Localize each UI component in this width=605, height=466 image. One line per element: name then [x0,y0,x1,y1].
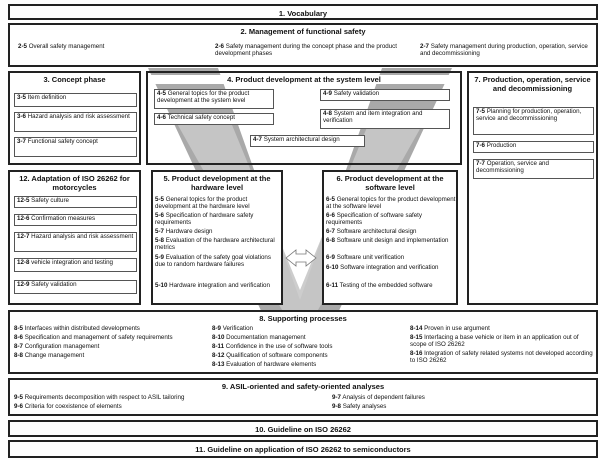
asil-item-9-7: 9-7 Analysis of dependent failures [332,394,425,401]
concept-item-3-5: 3-5 Item definition [14,93,137,107]
asil-section [8,378,598,416]
production-title: 7. Production, operation, service and decommissioning [474,75,591,93]
hw-item-5-10: 5-10 Hardware integration and verification [155,282,270,289]
system-item-4-5: 4-5 General topics for the product development at the system level [154,89,274,109]
mgmt-item-2-5: 2-5 Overall safety management [18,43,105,50]
production-item-7-6: 7-6 Production [473,141,594,153]
guideline-section [8,420,598,437]
hw-item-5-7: 5-7 Hardware design [155,228,213,235]
mgmt-item-2-6: 2-6 Safety management during the concept phase and the product development phases [215,43,397,57]
supporting-title: 8. Supporting processes [259,314,347,323]
support-item-8-7: 8-7 Configuration management [14,343,100,350]
support-item-8-8: 8-8 Change management [14,352,85,359]
production-section [467,71,598,305]
support-col-1 [14,325,204,359]
hw-item-5-8: 5-8 Evaluation of the hardware architectural metrics [155,237,275,251]
mgmt-item-2-7: 2-7 Safety management during production, operation, service and decommissioning [420,43,588,57]
support-item-8-12: 8-12 Qualification of software components [212,352,328,359]
asil-title: 9. ASIL-oriented and safety-oriented analyses [221,382,385,391]
vocabulary-title: 1. Vocabulary [278,9,328,18]
management-title: 2. Management of functional safety [240,27,366,36]
sw-item-6-9: 6-9 Software unit verification [326,254,405,261]
support-item-8-10: 8-10 Documentation management [212,334,306,341]
guideline-title: 10. Guideline on ISO 26262 [255,425,351,434]
support-item-8-5: 8-5 Interfaces within distributed developments [14,325,140,332]
sw-item-6-10: 6-10 Software integration and verification [326,264,439,271]
hardware-section [151,170,283,305]
asil-item-9-8: 9-8 Safety analyses [332,403,387,410]
hw-item-5-9: 5-9 Evaluation of the safety goal violations due to random hardware failures [155,254,271,268]
system-section [146,71,462,165]
support-item-8-14: 8-14 Proven in use argument [410,325,490,332]
semiconductors-section [8,440,598,458]
semiconductors-title: 11. Guideline on application of ISO 26262 to semiconductors [195,445,411,454]
support-item-8-11: 8-11 Confidence in the use of software tools [212,343,333,350]
hw-item-5-5: 5-5 General topics for the product development at the hardware level [155,196,250,210]
concept-section [8,71,141,165]
asil-col-2 [332,394,592,410]
system-item-4-8: 4-8 System and item integration and verification [320,109,450,129]
moto-item-12-6: 12-6 Confirmation measures [14,214,137,226]
moto-item-12-5: 12-5 Safety culture [14,196,137,208]
sw-item-6-5: 6-5 General topics for the product development at the software level [326,196,456,210]
asil-col-1 [14,394,304,410]
moto-item-12-9: 12-9 Safety validation [14,280,137,294]
production-item-7-7: 7-7 Operation, service and decommissioning [473,159,594,179]
system-item-4-9: 4-9 Safety validation [320,89,450,101]
asil-item-9-6: 9-6 Criteria for coexistence of elements [14,403,122,410]
motorcycles-title: 12. Adaptation of ISO 26262 for motorcycles [19,174,130,192]
sw-item-6-8: 6-8 Software unit design and implementation [326,237,449,244]
hw-item-5-6: 5-6 Specification of hardware safety requirements [155,212,254,226]
supporting-section [8,310,598,374]
vocabulary-section [8,4,598,20]
production-item-7-5: 7-5 Planning for production, operation, service and decommissioning [473,107,594,135]
support-item-8-13: 8-13 Evaluation of hardware elements [212,361,317,368]
support-item-8-16: 8-16 Integration of safety related systems not developed according to ISO 26262 [410,350,593,364]
sw-item-6-6: 6-6 Specification of software safety requirements [326,212,422,226]
concept-item-3-6: 3-6 Hazard analysis and risk assessment [14,112,137,132]
concept-title: 3. Concept phase [43,75,106,84]
system-item-4-6: 4-6 Technical safety concept [154,113,274,125]
system-title: 4. Product development at the system level [148,75,460,84]
asil-item-9-5: 9-5 Requirements decomposition with respect to ASIL tailoring [14,394,185,401]
motorcycles-section [8,170,141,305]
hardware-title: 5. Product development at the hardware level [163,174,271,192]
software-section [322,170,458,305]
software-title: 6. Product development at the software level [336,174,444,192]
management-section [8,23,598,67]
sw-item-6-7: 6-7 Software architectural design [326,228,417,235]
support-col-2 [212,325,402,368]
support-col-3 [410,325,596,364]
sw-item-6-11: 6-11 Testing of the embedded software [326,282,433,289]
support-item-8-6: 8-6 Specification and management of safety requirements [14,334,173,341]
moto-item-12-7: 12-7 Hazard analysis and risk assessment [14,232,137,252]
moto-item-12-8: 12-8 vehicle integration and testing [14,258,137,272]
system-item-4-7: 4-7 System architectural design [250,135,365,147]
support-item-8-9: 8-9 Verification [212,325,253,332]
concept-item-3-7: 3-7 Functional safety concept [14,137,137,157]
support-item-8-15: 8-15 Interfacing a base vehicle or item in an application out of scope of ISO 26262 [410,334,579,348]
